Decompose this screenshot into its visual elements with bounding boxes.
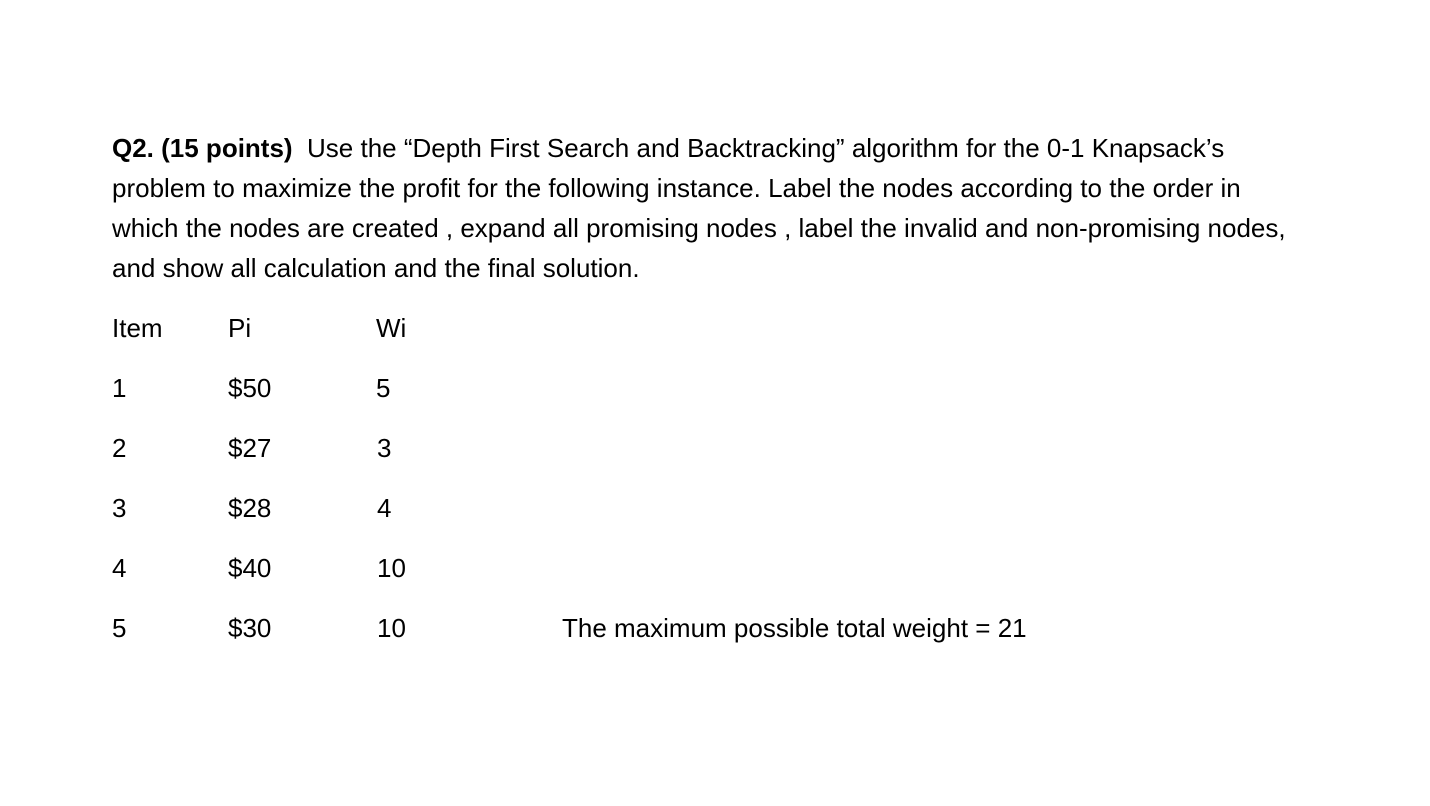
max-weight-note: The maximum possible total weight = 21 <box>562 613 1027 643</box>
question-lead: Q2. (15 points) <box>112 133 293 163</box>
item-cell: 4 <box>112 553 127 583</box>
weight-cell: 10 <box>377 553 406 583</box>
profit-cell: $40 <box>228 553 272 583</box>
profit-cell: $50 <box>228 373 272 403</box>
question-text: Use the “Depth First Search and Backtracking” algorithm for the 0-1 Knapsack’s problem to maximize the profit for the following instance. Label the nodes according to the order in which the nodes are created , expand all promising nodes , label the invalid and non-promising nodes, and show all calculation and the final solution. <box>112 133 1286 283</box>
weight-cell: 10 <box>377 613 406 643</box>
item-cell: 5 <box>112 613 127 643</box>
item-cell: 3 <box>112 493 127 523</box>
weight-cell: 3 <box>377 433 392 463</box>
header-item: Item <box>112 313 163 343</box>
profit-cell: $28 <box>228 493 272 523</box>
profit-cell: $30 <box>228 613 272 643</box>
question-paragraph <box>112 128 1302 288</box>
item-cell: 1 <box>112 373 127 403</box>
header-pi: Pi <box>228 313 252 343</box>
weight-cell: 5 <box>376 373 391 403</box>
weight-cell: 4 <box>377 493 392 523</box>
item-cell: 2 <box>112 433 127 463</box>
header-wi: Wi <box>376 313 407 343</box>
profit-cell: $27 <box>228 433 272 463</box>
